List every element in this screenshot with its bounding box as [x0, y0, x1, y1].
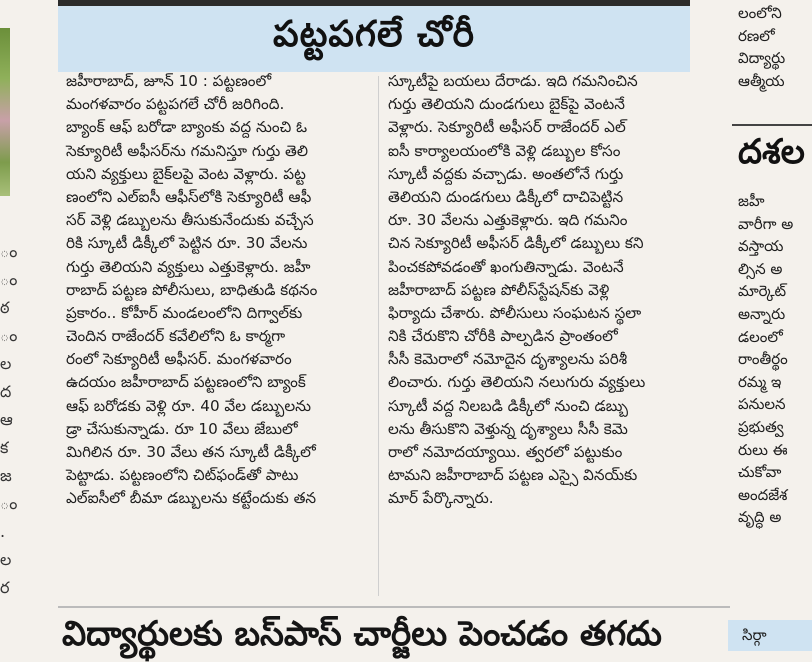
- right-text-line: రణలో: [738, 26, 775, 45]
- left-column-fragment: [0, 0, 16, 651]
- left-text-char: .: [0, 522, 6, 541]
- right-text-line: చుకోవా: [738, 463, 782, 482]
- right-text-line: రాంతీర్థం: [738, 350, 788, 369]
- article-text-line: రాలో నమోదయ్యాయి. త్వరలో పట్టుకుం: [388, 443, 623, 461]
- right-divider: [732, 124, 812, 126]
- right-text-line: పనులన: [738, 395, 786, 414]
- left-text-char: ం: [0, 270, 18, 289]
- right-text-line: ఆత్మీయ: [738, 71, 785, 90]
- right-column-fragment: [712, 0, 805, 651]
- left-text-char: క: [0, 438, 9, 457]
- article-text-line: రాబాద్ పట్టణ పోలీసులు, బాధితుడి కథనం: [66, 280, 318, 299]
- left-text-char: జ: [0, 466, 12, 485]
- next-article-headline: విద్యార్థులకు బస్‌పాస్ చార్జీలు పెంచడం తగదు: [62, 614, 662, 654]
- left-text-char: ద: [0, 382, 12, 401]
- article-text-line: ఆఫ్ బరోడకు వెళ్లి రూ. 40 వేల డబ్బులను: [66, 396, 312, 415]
- article-text-line: నికి చేరుకొని చోరీకి పాల్పడిన ప్రాంతంలో: [388, 327, 618, 346]
- right-sidebox: సిర్గా: [728, 620, 812, 651]
- right-text-line: అన్నారు: [738, 304, 786, 323]
- article-text-line: ఎల్‌ఐసీలో బీమా డబ్బులను కట్టేందుకు తన: [66, 489, 317, 508]
- article-column-1: [66, 70, 370, 592]
- left-text-char: ం: [0, 326, 18, 345]
- article-text-line: ణంలోని ఎల్‌ఐసీ ఆఫీస్‌లోకి సెక్యూరిటీ ఆఫీ: [66, 187, 312, 206]
- left-text-char: ఠ: [0, 298, 10, 317]
- article-text-line: వెళ్లారు. సెక్యూరిటీ అఫీసర్ రాజేందర్ ఎల్: [388, 118, 626, 137]
- left-text-char: ఆ: [0, 410, 13, 429]
- article-text-line: చిన సెక్యూరిటీ అఫీసర్ డిక్కీలో డబ్బులు కని: [388, 234, 644, 253]
- right-upper-text: [712, 2, 785, 92]
- bottom-rule: [58, 606, 730, 608]
- article-column-2: [388, 70, 692, 592]
- right-text-line: మార్కెట్: [738, 282, 787, 301]
- article-text-line: ఉదయం జహీరాబాద్ పట్టణంలోని బ్యాంక్: [66, 373, 306, 392]
- article-text-line: మంగళవారం పట్టపగలే చోరీ జరిగింది.: [66, 95, 285, 114]
- article-text-line: స్కూటీ వద్ద నిలబడి డిక్కీలో నుంచి డబ్బు: [388, 396, 628, 415]
- article-text-line: స్కూటీపై బయలు దేరాడు. ఇది గమనించిన: [388, 72, 638, 90]
- article-text-line: స్కూటీ వద్దకు వచ్చాడు. అంతలోనే గుర్తు: [388, 164, 624, 183]
- right-text-line: విద్యార్థు: [738, 49, 786, 68]
- left-text-char: ల: [0, 550, 12, 569]
- right-article-headline: దశల: [738, 132, 805, 172]
- right-text-line: డలంలో: [738, 327, 783, 346]
- article-text-line: యని వ్యక్తులు బైక్‌లపై వెంట వెళ్లారు. పట్ట: [66, 164, 306, 183]
- article-text-line: పెట్టాడు. పట్టణంలోని చిట్‌ఫండ్‌తో పాటు: [66, 466, 299, 485]
- article-text-line: టామని జహీరాబాద్ పట్టణ ఎస్సై వినయ్‌కు: [388, 466, 638, 485]
- right-text-line: ప్రభుత్వ: [738, 417, 784, 436]
- article-text-line: రంలో సెక్యూరిటీ అఫీసర్. మంగళవారం: [66, 350, 292, 369]
- right-lower-text: [712, 190, 793, 529]
- article-text-line: సర్ వెళ్లి డబ్బులను తీసుకునేందుకు వచ్చేస: [66, 211, 314, 230]
- article-text-line: సీసీ కెమెరాలో నమోదైన దృశ్యాలను పరిశీ: [388, 350, 628, 369]
- article-text-line: గుర్తు తెలియని వ్యక్తులు ఎత్తుకెళ్లారు. జహీ: [66, 257, 311, 276]
- right-text-line: లంలోని: [738, 4, 782, 22]
- article-text-line: బ్యాంక్ ఆఫ్ బరోడా బ్యాంకు వద్ద నుంచి ఓ: [66, 118, 308, 137]
- article-text-line: గుర్తు తెలియని దుండగులు బైక్‌పై వెంటనే: [388, 95, 625, 114]
- article-text-line: సెక్యూరిటీ అఫీసర్‌ను గమనిస్తూ గుర్తు తెలి: [66, 141, 308, 160]
- right-text-line: అందజేశ: [738, 485, 788, 504]
- article-text-line: మిగిలిన రూ. 30 వేలు తన స్కూటీ డిక్కీలో: [66, 443, 316, 461]
- headline-box: [58, 6, 690, 72]
- article-text-line: ప్రకారం.. కోహీర్ మండలంలోని దిగ్వాల్‌కు: [66, 303, 303, 322]
- left-text-char: ం: [0, 242, 18, 261]
- article-text-line: జహీరాబాద్ పట్టణ పోలీస్‌స్టేషన్‌కు వెళ్లి: [388, 280, 610, 299]
- right-text-line: వస్తాయ: [738, 237, 784, 256]
- article-text-line: ఐసీ కార్యాలయంలోకి వెళ్లి డబ్బుల కోసం: [388, 141, 621, 160]
- right-text-line: వారీగా అ: [738, 214, 794, 233]
- right-text-line: రులు ఈ: [738, 440, 788, 459]
- article-text-line: ఫిర్యాదు చేశారు. పోలీసులు సంఘటన స్థలా: [388, 303, 642, 322]
- article-text-line: లించారు. గుర్తు తెలియని నలుగురు వ్యక్తులు: [388, 373, 646, 392]
- left-text-char: ం: [0, 494, 18, 513]
- article-text-line: డ్రా చేసుకున్నాడు. రూ 10 వేలు జేబులో: [66, 419, 298, 438]
- column-divider: [378, 76, 379, 596]
- article-text-line: తెలియని దుండగులు డిక్కీలో దాచిపెట్టిన: [388, 187, 624, 206]
- article-text-line: చెందిన రాజేందర్ కవేలిలోని ఓ కార్మగా: [66, 327, 286, 346]
- photo-fragment: [0, 28, 10, 196]
- right-text-line: ల్సిన అ: [738, 259, 783, 278]
- article-text-line: జహీరాబాద్, జూన్ 10 : పట్టణంలో: [66, 72, 272, 90]
- right-text-line: వృద్ధి అ: [738, 508, 782, 527]
- news-article: [58, 0, 690, 651]
- right-text-line: జహీ: [738, 192, 765, 210]
- right-text-line: రమ్మ ఇ: [738, 372, 782, 391]
- article-text-line: లను తీసుకొని వెళ్తున్న దృశ్యాలు సీసీ కెమె: [388, 419, 628, 438]
- left-text-char: ర: [0, 578, 10, 597]
- article-text-line: రూ. 30 వేలను ఎత్తుకెళ్లారు. ఇది గమనిం: [388, 211, 628, 230]
- article-text-line: పించకపోవడంతో ఖంగుతిన్నాడు. వెంటనే: [388, 257, 624, 276]
- left-text-fragment: [0, 238, 18, 651]
- article-text-line: మార్ పేర్కొన్నారు.: [388, 489, 494, 508]
- left-text-char: ల: [0, 354, 12, 373]
- article-headline: పట్టపగలే చోరీ: [273, 14, 475, 55]
- article-text-line: రికి స్కూటీ డిక్కీలో పెట్టిన రూ. 30 వేలను: [66, 234, 308, 253]
